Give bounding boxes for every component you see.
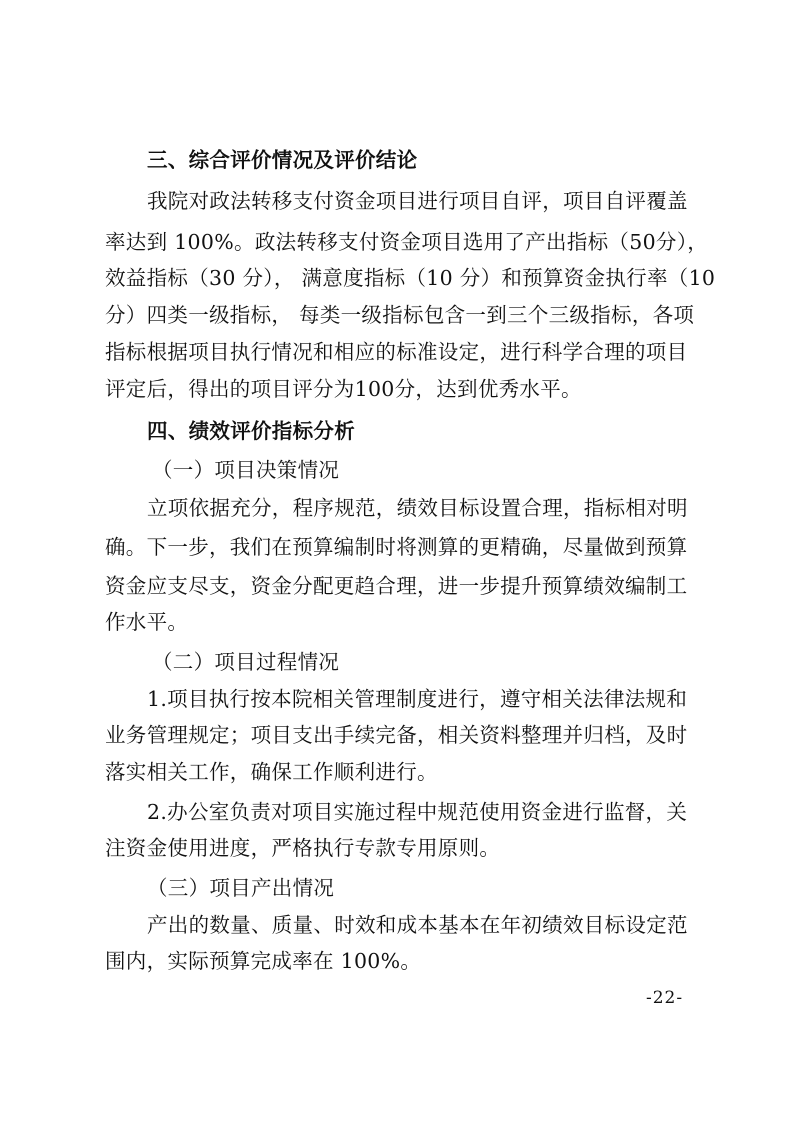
list-item-line: 2.办公室负责对项目实施过程中规范使用资金进行监督，关 (147, 800, 688, 824)
paragraph-line: 产出的数量、质量、时效和成本基本在年初绩效目标设定范 (147, 913, 688, 937)
subsection-heading-2: （二）项目过程情况 (152, 650, 340, 674)
section-heading-4: 四、绩效评价指标分析 (147, 419, 355, 443)
section-heading-3: 三、综合评价情况及评价结论 (147, 148, 418, 172)
paragraph-line: 评定后，得出的项目评分为100分，达到优秀水平。 (105, 377, 582, 401)
list-item-line: 落实相关工作，确保工作顺利进行。 (105, 760, 438, 784)
paragraph-line: 立项依据充分，程序规范，绩效目标设置合理，指标相对明 (147, 496, 688, 520)
paragraph-line: 分）四类一级指标， 每类一级指标包含一到三个三级指标，各项 (105, 303, 695, 327)
paragraph-line: 资金应支尽支，资金分配更趋合理，进一步提升预算绩效编制工 (105, 574, 688, 598)
paragraph-line: 指标根据项目执行情况和相应的标准设定，进行科学合理的项目 (105, 340, 688, 364)
paragraph-line: 确。下一步，我们在预算编制时将测算的更精确，尽量做到预算 (105, 535, 688, 559)
subsection-heading-1: （一）项目决策情况 (152, 458, 340, 482)
paragraph-line: 作水平。 (105, 610, 189, 634)
list-item-line: 业务管理规定；项目支出手续完备，相关资料整理并归档，及时 (105, 723, 688, 747)
list-item-line: 注资金使用进度，严格执行专款专用原则。 (105, 836, 501, 860)
paragraph-line: 率达到 100%。政法转移支付资金项目选用了产出指标（50分）， (105, 230, 709, 254)
subsection-heading-3: （三）项目产出情况 (147, 876, 335, 900)
page-number: -22- (646, 988, 684, 1008)
paragraph-line: 效益指标（30 分）， 满意度指标（10 分）和预算资金执行率（10 (105, 266, 716, 290)
paragraph-line: 围内，实际预算完成率在 100%。 (105, 949, 422, 973)
paragraph-line: 我院对政法转移支付资金项目进行项目自评，项目自评覆盖 (147, 189, 688, 213)
list-item-line: 1.项目执行按本院相关管理制度进行，遵守相关法律法规和 (147, 687, 688, 711)
